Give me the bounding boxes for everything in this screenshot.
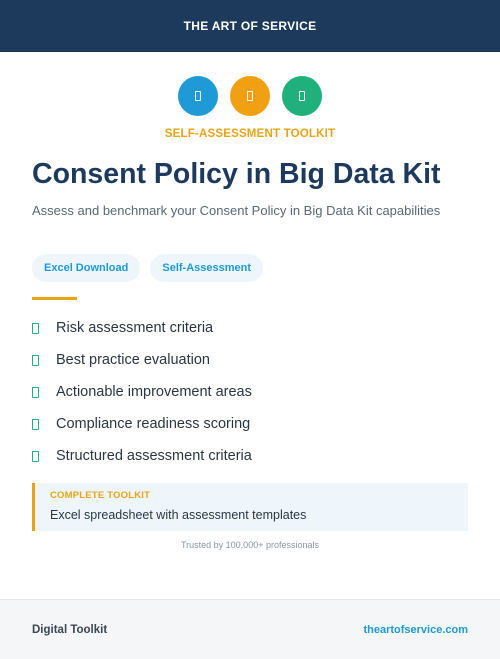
document-glyph <box>247 91 253 101</box>
document-glyph <box>299 91 305 101</box>
toolkit-description: Excel spreadsheet with assessment templates <box>50 508 307 522</box>
page-subtitle: Assess and benchmark your Consent Policy in Big Data Kit capabilities <box>32 203 441 218</box>
document-icon <box>282 76 322 116</box>
icon-row <box>0 76 500 116</box>
check-icon <box>32 355 39 366</box>
document-icon <box>230 76 270 116</box>
feature-label: Actionable improvement areas <box>56 384 252 400</box>
list-item <box>32 408 468 440</box>
document-icon <box>178 76 218 116</box>
toolkit-label: COMPLETE TOOLKIT <box>50 490 151 501</box>
list-item <box>32 312 468 344</box>
check-icon <box>32 387 39 398</box>
header-bar <box>0 0 500 52</box>
feature-label: Structured assessment criteria <box>56 448 252 464</box>
page-title: Consent Policy in Big Data Kit <box>32 158 441 190</box>
document-glyph <box>195 91 201 101</box>
toolkit-callout <box>32 483 468 531</box>
list-item <box>32 344 468 376</box>
feature-label: Risk assessment criteria <box>56 320 214 336</box>
check-icon <box>32 323 39 334</box>
feature-list <box>32 312 468 472</box>
feature-label: Compliance readiness scoring <box>56 416 251 432</box>
footer-bar <box>0 599 500 659</box>
list-item <box>32 376 468 408</box>
trust-line: Trusted by 100,000+ professionals <box>180 540 319 550</box>
tag-excel-download: Excel Download <box>32 254 140 282</box>
list-item <box>32 440 468 472</box>
footer-label: Digital Toolkit <box>32 623 108 636</box>
website-link[interactable]: theartofservice.com <box>363 623 468 636</box>
check-icon <box>32 451 39 462</box>
feature-label: Best practice evaluation <box>56 352 210 368</box>
tag-list <box>32 254 263 282</box>
check-icon <box>32 419 39 430</box>
tag-self-assessment: Self-Assessment <box>150 254 263 282</box>
brand-name: THE ART OF SERVICE <box>183 19 317 33</box>
toolkit-eyebrow: SELF-ASSESSMENT TOOLKIT <box>164 128 336 140</box>
accent-divider <box>32 297 77 300</box>
